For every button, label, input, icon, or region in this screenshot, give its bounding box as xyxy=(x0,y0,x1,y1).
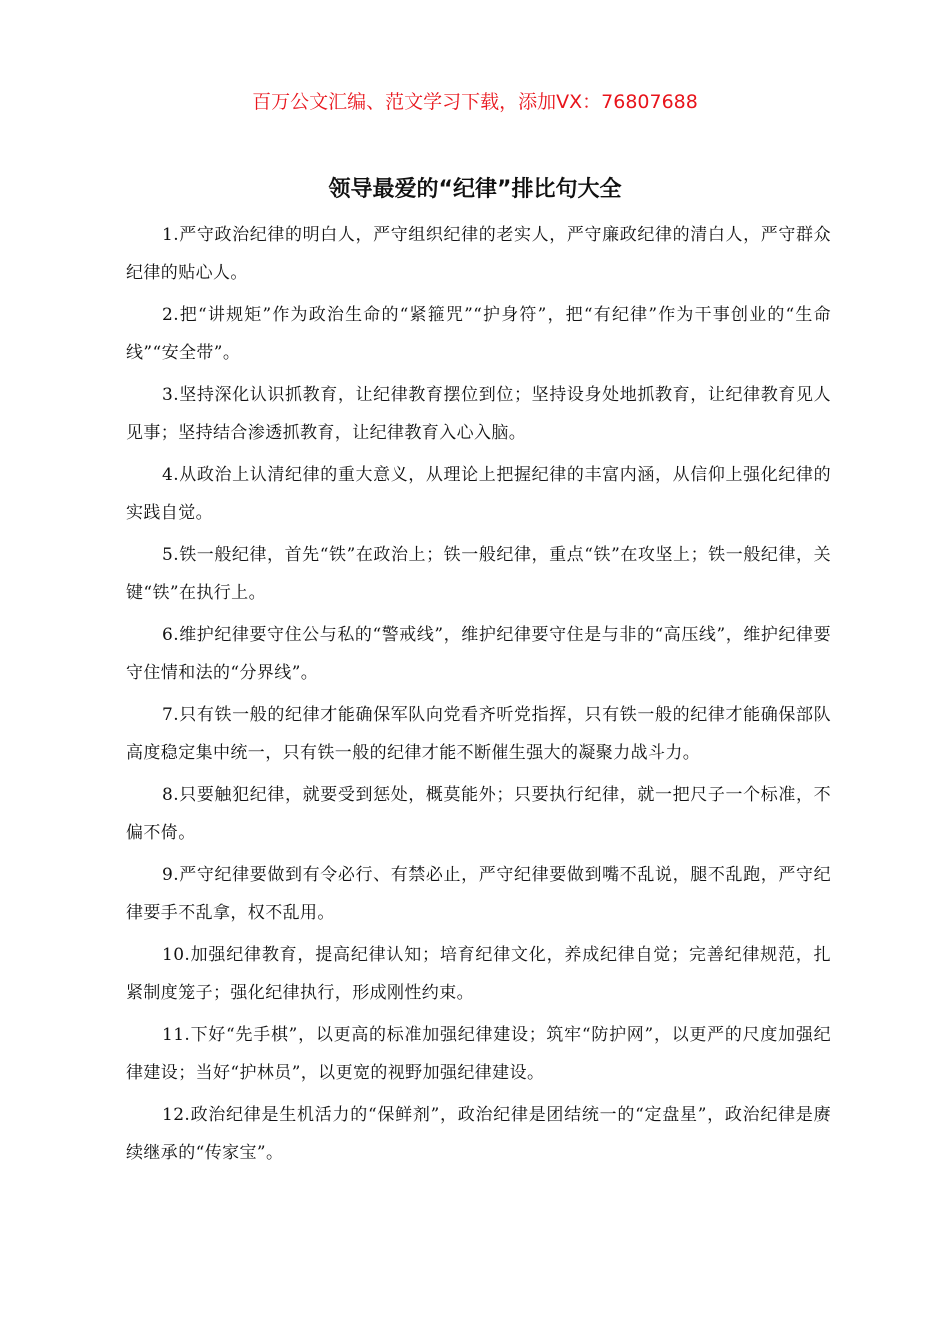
paragraph: 9.严守纪律要做到有令必行、有禁必止，严守纪律要做到嘴不乱说，腿不乱跑，严守纪律要手不乱拿，权不乱用。 xyxy=(126,865,831,923)
paragraph: 1.严守政治纪律的明白人，严守组织纪律的老实人，严守廉政纪律的清白人，严守群众纪律的贴心人。 xyxy=(126,225,831,283)
paragraph: 7.只有铁一般的纪律才能确保军队向党看齐听党指挥，只有铁一般的纪律才能确保部队高度稳定集中统一，只有铁一般的纪律才能不断催生强大的凝聚力战斗力。 xyxy=(126,705,831,763)
paragraph: 2.把“讲规矩”作为政治生命的“紧箍咒”“护身符”，把“有纪律”作为干事创业的“生命线”“安全带”。 xyxy=(126,305,831,363)
paragraph: 4.从政治上认清纪律的重大意义，从理论上把握纪律的丰富内涵，从信仰上强化纪律的实践自觉。 xyxy=(126,465,831,523)
document-title: 领导最爱的“纪律”排比句大全 xyxy=(328,177,622,202)
paragraph: 12.政治纪律是生机活力的“保鲜剂”，政治纪律是团结统一的“定盘星”，政治纪律是赓续继承的“传家宝”。 xyxy=(126,1105,831,1163)
paragraph: 11.下好“先手棋”，以更高的标准加强纪律建设；筑牢“防护网”，以更严的尺度加强纪律建设；当好“护林员”，以更宽的视野加强纪律建设。 xyxy=(126,1025,831,1083)
paragraph: 6.维护纪律要守住公与私的“警戒线”，维护纪律要守住是与非的“高压线”，维护纪律要守住情和法的“分界线”。 xyxy=(126,625,831,683)
paragraph: 5.铁一般纪律，首先“铁”在政治上；铁一般纪律，重点“铁”在攻坚上；铁一般纪律，关键“铁”在执行上。 xyxy=(126,545,831,603)
paragraph: 3.坚持深化认识抓教育，让纪律教育摆位到位；坚持设身处地抓教育，让纪律教育见人见事；坚持结合渗透抓教育，让纪律教育入心入脑。 xyxy=(126,385,831,443)
paragraph: 10.加强纪律教育，提高纪律认知；培育纪律文化，养成纪律自觉；完善纪律规范，扎紧制度笼子；强化纪律执行，形成刚性约束。 xyxy=(126,945,831,1003)
header-note: 百万公文汇编、范文学习下载，添加VX：76807688 xyxy=(252,91,698,113)
paragraph: 8.只要触犯纪律，就要受到惩处，概莫能外；只要执行纪律，就一把尺子一个标准，不偏不倚。 xyxy=(126,785,831,843)
document-body xyxy=(126,216,831,1176)
